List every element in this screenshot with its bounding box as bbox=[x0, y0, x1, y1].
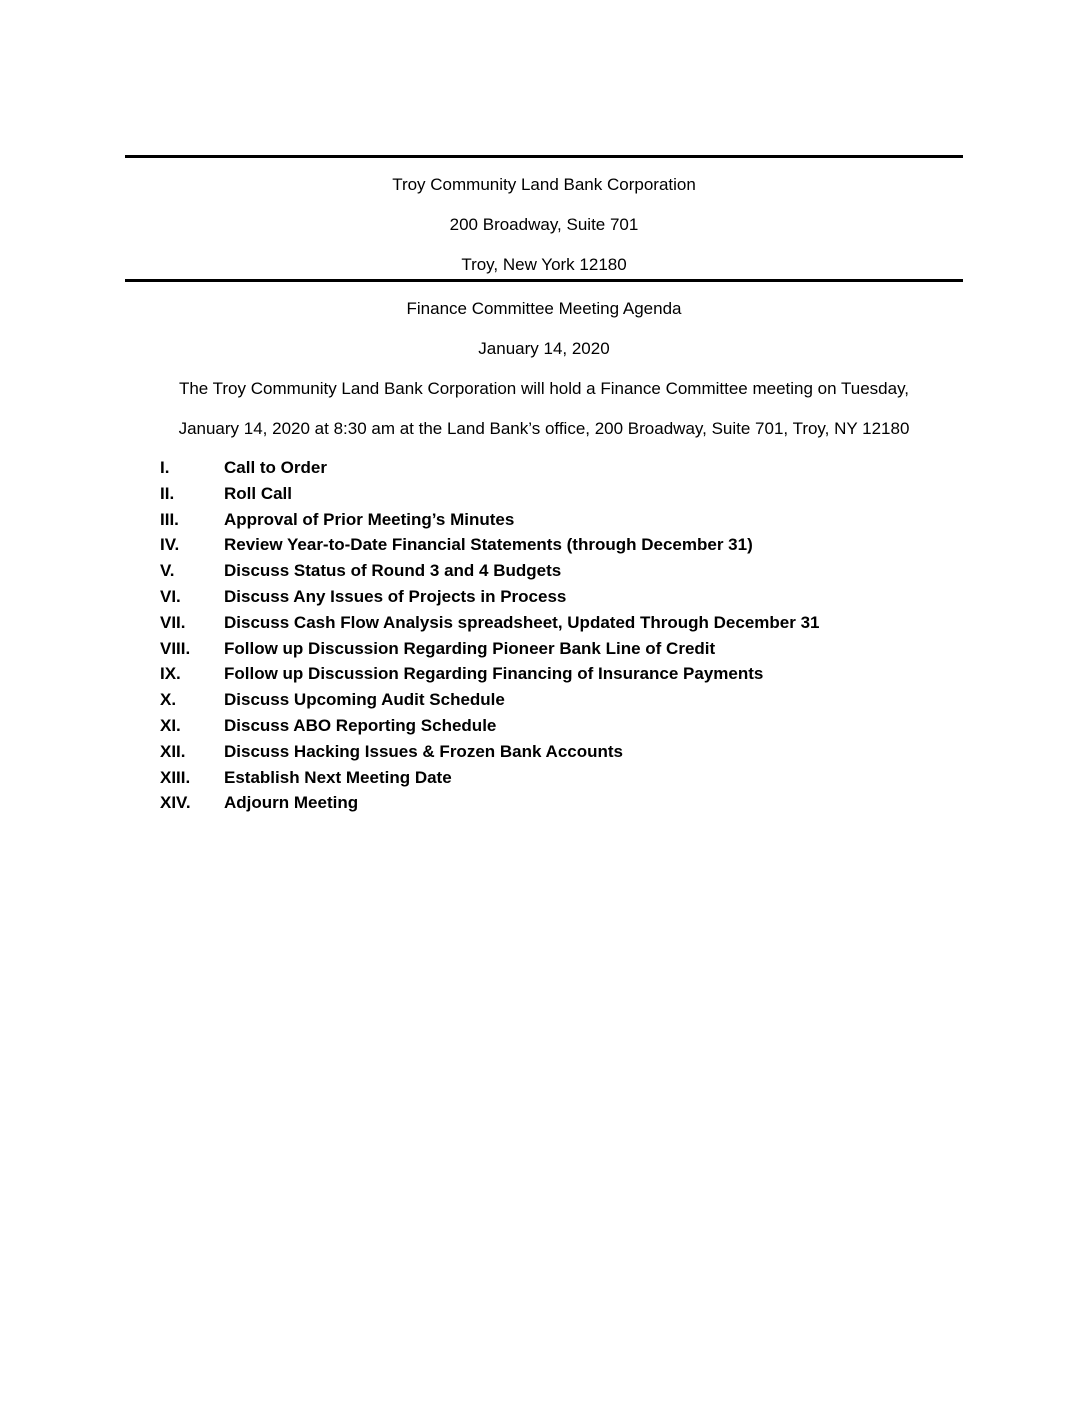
agenda-item-number: I. bbox=[160, 458, 170, 477]
agenda-item-number: VIII. bbox=[160, 638, 191, 658]
agenda-item bbox=[160, 767, 940, 793]
agenda-item-text: Discuss ABO Reporting Schedule bbox=[224, 715, 497, 735]
agenda-item-text: Establish Next Meeting Date bbox=[224, 767, 452, 787]
header-bottom-rule bbox=[125, 279, 963, 282]
agenda-item-number: X. bbox=[160, 690, 177, 710]
agenda-list bbox=[160, 457, 940, 818]
agenda-item bbox=[160, 534, 940, 560]
intro-text-line-1: The Troy Community Land Bank Corporation will hold a Finance Committee meeting on Tuesday, bbox=[178, 379, 910, 398]
agenda-item-number: IX. bbox=[160, 664, 181, 684]
agenda-item bbox=[160, 741, 940, 767]
agenda-item bbox=[160, 509, 940, 535]
agenda-item-number: XII. bbox=[160, 741, 186, 761]
agenda-item-text: Review Year-to-Date Financial Statements (through December 31) bbox=[224, 535, 753, 555]
agenda-item-number: III. bbox=[160, 509, 179, 529]
header-top-rule bbox=[125, 155, 963, 158]
agenda-item-number: V. bbox=[160, 561, 175, 581]
agenda-item-text: Discuss Status of Round 3 and 4 Budgets bbox=[224, 561, 562, 581]
agenda-item bbox=[160, 586, 940, 612]
agenda-item bbox=[160, 560, 940, 586]
agenda-item bbox=[160, 638, 940, 664]
agenda-item-text: Discuss Any Issues of Projects in Process bbox=[224, 586, 567, 606]
agenda-item-text: Roll Call bbox=[224, 483, 293, 503]
agenda-item-number: XI. bbox=[160, 715, 181, 735]
agenda-item bbox=[160, 689, 940, 715]
agenda-title: Finance Committee Meeting Agenda bbox=[406, 299, 682, 318]
address-line-1: 200 Broadway, Suite 701 bbox=[449, 215, 639, 234]
intro-text-line-2: January 14, 2020 at 8:30 am at the Land Bank’s office, 200 Broadway, Suite 701, Troy, NY 12180 bbox=[178, 419, 910, 438]
agenda-item-number: IV. bbox=[160, 535, 180, 555]
agenda-item-text: Call to Order bbox=[224, 458, 327, 477]
agenda-item-number: VI. bbox=[160, 586, 181, 606]
agenda-item-text: Follow up Discussion Regarding Pioneer Bank Line of Credit bbox=[224, 638, 716, 658]
agenda-item bbox=[160, 483, 940, 509]
agenda-item-text: Discuss Cash Flow Analysis spreadsheet, Updated Through December 31 bbox=[224, 612, 820, 632]
organization-name: Troy Community Land Bank Corporation bbox=[392, 175, 696, 194]
agenda-item-number: XIV. bbox=[160, 793, 191, 813]
agenda-item-text: Approval of Prior Meeting’s Minutes bbox=[224, 509, 515, 529]
address-line-2: Troy, New York 12180 bbox=[461, 255, 627, 274]
agenda-item bbox=[160, 792, 940, 818]
agenda-item-text: Discuss Hacking Issues & Frozen Bank Accounts bbox=[224, 741, 623, 761]
agenda-item-text: Discuss Upcoming Audit Schedule bbox=[224, 690, 505, 710]
agenda-item bbox=[160, 663, 940, 689]
meeting-date: January 14, 2020 bbox=[478, 339, 610, 358]
agenda-item-text: Follow up Discussion Regarding Financing of Insurance Payments bbox=[224, 664, 764, 684]
agenda-item-number: XIII. bbox=[160, 767, 191, 787]
agenda-item bbox=[160, 612, 940, 638]
agenda-item-number: VII. bbox=[160, 612, 186, 632]
agenda-item bbox=[160, 457, 940, 483]
agenda-item bbox=[160, 715, 940, 741]
agenda-item-text: Adjourn Meeting bbox=[224, 793, 359, 813]
agenda-item-number: II. bbox=[160, 483, 175, 503]
